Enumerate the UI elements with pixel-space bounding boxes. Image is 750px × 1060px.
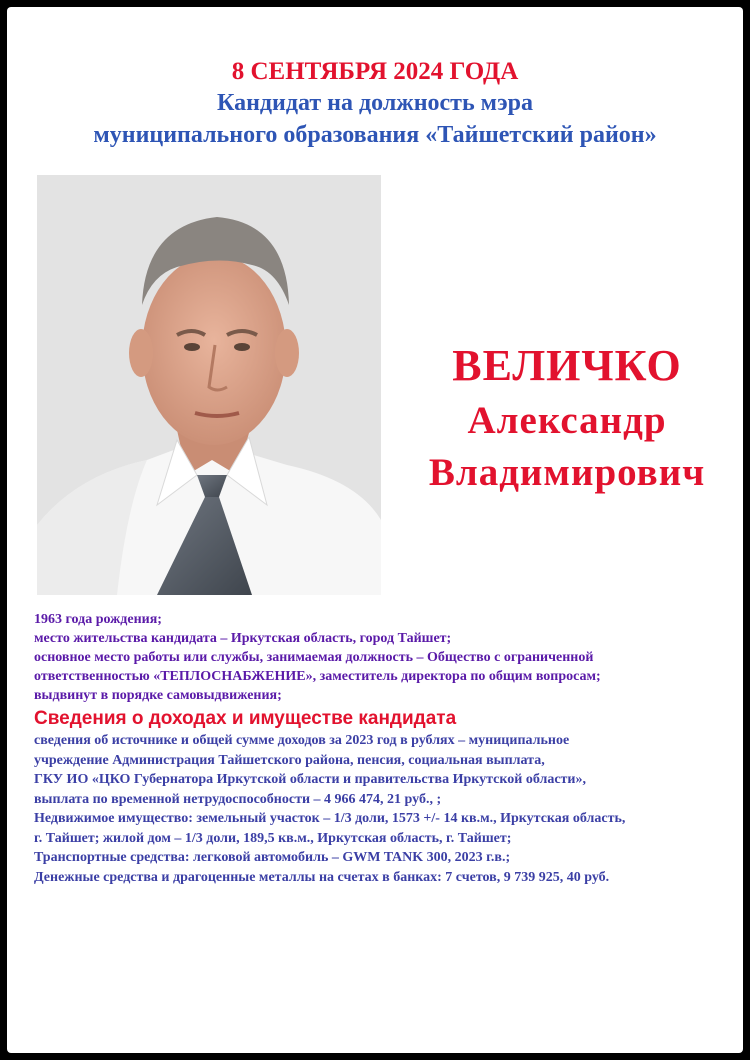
- income-line: г. Тайшет; жилой дом – 1/3 доли, 189,5 кв.м., Иркутская область, г. Тайшет;: [34, 830, 512, 846]
- bio-line: место жительства кандидата – Иркутская область, город Тайшет;: [34, 631, 452, 646]
- position-title-line2: муниципального образования «Тайшетский район»: [93, 122, 657, 148]
- candidate-patronymic: Владимирович: [428, 451, 706, 494]
- income-line: учреждение Администрация Тайшетского района, пенсия, социальная выплата,: [34, 752, 545, 768]
- poster-sheet: [7, 7, 743, 1053]
- position-title-line1: Кандидат на должность мэра: [216, 90, 534, 116]
- income-line: Транспортные средства: легковой автомобиль – GWM TANK 300, 2023 г.в.;: [34, 850, 511, 865]
- bio-line: основное место работы или службы, занимаемая должность – Общество с ограниченной: [34, 650, 594, 665]
- candidate-info: [34, 610, 734, 887]
- income-line: Недвижимое имущество: земельный участок – 1/3 доли, 1573 +/- 14 кв.м., Иркутская область,: [34, 811, 626, 826]
- income-section: [34, 707, 734, 887]
- bio-line: 1963 года рождения;: [34, 612, 162, 627]
- poster-header: [7, 57, 743, 151]
- income-title: Сведения о доходах и имуществе кандидата: [34, 708, 457, 729]
- income-line: ГКУ ИО «ЦКО Губернатора Иркутской области и правительства Иркутской области»,: [34, 772, 586, 787]
- election-date: 8 СЕНТЯБРЯ 2024 ГОДА: [231, 58, 519, 85]
- bio-line: ответственностью «ТЕПЛОСНАБЖЕНИЕ», заместитель директора по общим вопросам;: [34, 669, 601, 684]
- income-line: сведения об источнике и общей сумме доходов за 2023 год в рублях – муниципальное: [34, 733, 570, 748]
- income-line: выплата по временной нетрудоспособности – 4 966 474, 21 руб., ;: [34, 791, 442, 807]
- income-line: Денежные средства и драгоценные металлы на счетах в банках: 7 счетов, 9 739 925, 40 руб.: [34, 869, 610, 885]
- candidate-name: [387, 337, 743, 499]
- candidate-photo: [37, 175, 381, 595]
- bio-line: выдвинут в порядке самовыдвижения;: [34, 688, 282, 703]
- candidate-surname: ВЕЛИЧКО: [452, 341, 682, 390]
- candidate-first-name: Александр: [467, 399, 667, 442]
